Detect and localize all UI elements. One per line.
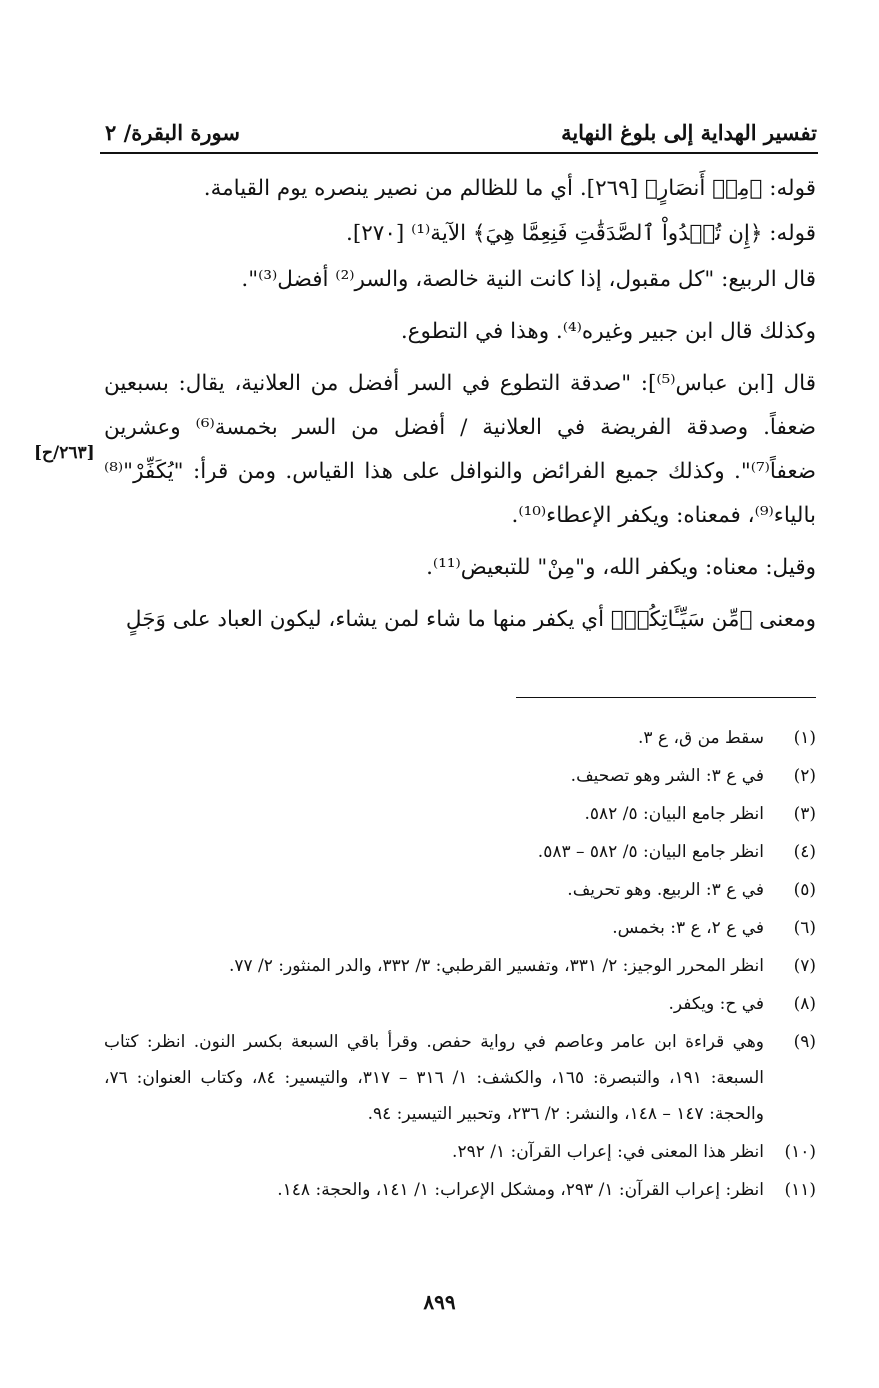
- paragraph: ومعنى ﴿مِّن سَيِّـَٔاتِكُمۡ﴾ أي يكفر منها ما شاء لمن يشاء، ليكون العباد على وَجَلٍ: [125, 607, 816, 632]
- paragraph: قوله: ﴿إِن تُبۡدُواْ ٱلصَّدَقَٰتِ فَنِعِمَّا هِيَ﴾ الآية⁽¹⁾ [٢٧٠].: [346, 221, 816, 246]
- footnote: [104, 720, 816, 756]
- manuscript-folio-note: [٢٦٣/ح]: [34, 443, 95, 463]
- footnote-number: (٢): [793, 766, 816, 786]
- footnote-text: انظر هذا المعنى في: إعراب القرآن: ١/ ٢٩٢.: [452, 1142, 764, 1162]
- footnote: [104, 948, 816, 984]
- footnote: [104, 1172, 816, 1208]
- footnote-text: سقط من ق، ع ٣.: [637, 728, 764, 748]
- footnote-number: (٦): [793, 918, 816, 938]
- footnote-number: (٥): [793, 880, 816, 900]
- surah-label: سورة البقرة/ ٢: [105, 119, 240, 145]
- footnote-number: (٧): [793, 956, 816, 976]
- footnote: [104, 1134, 816, 1170]
- footnotes: [104, 720, 816, 1210]
- paragraph: وقيل: معناه: ويكفر الله، و"مِنْ" للتبعيض⁽¹¹⁾.: [426, 555, 816, 580]
- paragraph: قال [ابن عباس⁽⁵⁾]: "صدقة التطوع في السر أفضل من العلانية، يقال: بسبعين ضعفاً. وصدقة الفريضة في العلانية / أفضل من السر بخمسة⁽⁶⁾ وعشرين ضعفاً⁽⁷⁾". وكذلك جميع الفرائض والنوافل على هذا القياس. ومن قرأ: "يُكَفِّرْ"⁽⁸⁾ بالياء⁽⁹⁾، فمعناه: ويكفر الإعطاء⁽¹⁰⁾.: [104, 371, 816, 528]
- footnote-text: في ح: ويكفر.: [668, 994, 764, 1014]
- footnote-divider: [516, 697, 816, 698]
- footnote-text: انظر جامع البيان: ٥/ ٥٨٢.: [584, 804, 764, 824]
- footnote: [104, 796, 816, 832]
- header-divider: [100, 152, 818, 154]
- footnote: [104, 872, 816, 908]
- footnote: [104, 986, 816, 1022]
- footnote-number: (٩): [793, 1032, 816, 1052]
- footnote: [104, 1024, 816, 1132]
- footnote-text: وهي قراءة ابن عامر وعاصم في رواية حفص. وقرأ باقي السبعة بكسر النون. انظر: كتاب السبعة: ١٩١، والتبصرة: ١٦٥، والكشف: ١/ ٣١٦ – ٣١٧، والتيسير: ٨٤، وكتاب العنوان: ٧٦، والحجة: ١٤٧ – ١٤٨، والنشر: ٢/ ٢٣٦، وتحبير التيسير: ٩٤.: [104, 1032, 764, 1124]
- paragraph: قوله: ﴿مِنۡ أَنصَارٍ﴾ [٢٦٩]. أي ما للظالم من نصير ينصره يوم القيامة.: [203, 176, 816, 201]
- footnote-text: انظر: إعراب القرآن: ١/ ٢٩٣، ومشكل الإعراب: ١/ ١٤١، والحجة: ١٤٨.: [277, 1180, 764, 1200]
- footnote-number: (٤): [793, 842, 816, 862]
- footnote-number: (١): [793, 728, 816, 748]
- footnote: [104, 758, 816, 794]
- footnote: [104, 834, 816, 870]
- footnote: [104, 910, 816, 946]
- footnote-text: في ع ٣: الشر وهو تصحيف.: [570, 766, 764, 786]
- paragraph: قال الربيع: "كل مقبول، إذا كانت النية خالصة، والسر⁽²⁾ أفضل⁽³⁾".: [241, 267, 816, 292]
- page-number: ٨٩٩: [423, 1290, 456, 1314]
- footnote-text: في ع ٣: الربيع. وهو تحريف.: [567, 880, 764, 900]
- paragraph: وكذلك قال ابن جبير وغيره⁽⁴⁾. وهذا في التطوع.: [400, 319, 816, 344]
- main-text: [104, 168, 816, 650]
- footnote-number: (٣): [793, 804, 816, 824]
- running-header: [105, 115, 817, 149]
- footnote-number: (٨): [793, 994, 816, 1014]
- footnote-number: (١١): [784, 1180, 816, 1200]
- book-title: تفسير الهداية إلى بلوغ النهاية: [561, 119, 817, 145]
- footnote-number: (١٠): [784, 1142, 816, 1162]
- footnote-text: في ع ٢، ع ٣: بخمس.: [612, 918, 764, 938]
- footnote-text: انظر المحرر الوجيز: ٢/ ٣٣١، وتفسير القرطبي: ٣/ ٣٣٢، والدر المنثور: ٢/ ٧٧.: [228, 956, 764, 976]
- footnote-text: انظر جامع البيان: ٥/ ٥٨٢ – ٥٨٣.: [537, 842, 764, 862]
